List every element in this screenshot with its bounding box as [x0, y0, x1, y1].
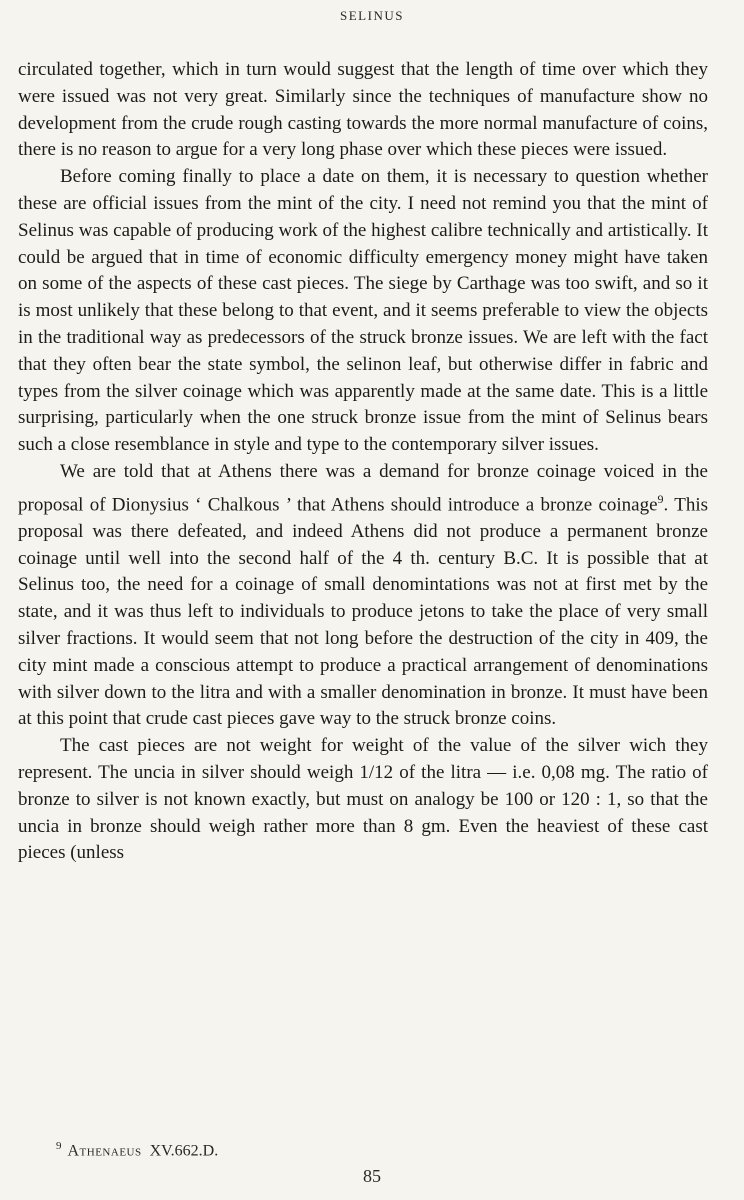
- footnote: [56, 1136, 218, 1161]
- footnote-marker: 9: [56, 1140, 62, 1152]
- paragraph-2: Before coming finally to place a date on them, it is necessary to question whether these are official issues from the mint of the city. I need not remind you that the mint of Selinus was capable of producing work of the highest calibre technically and artistically. It could be argued that in time of economic difficulty emergency money might have taken on some of the aspects of these cast pieces. The siege by Carthage was too swift, and so it is most unlikely that these belong to that event, and it seems preferable to view the objects in the traditional way as predecessors of the struck bronze issues. We are left with the fact that they often bear the state symbol, the selinon leaf, but otherwise differ in fabric and types from the silver coinage which was apparently made at the same date. This is a little surprising, particularly when the one struck bronze issue from the mint of Selinus bears such a close resemblance in style and type to the contemporary silver issues.: [18, 166, 708, 456]
- paragraph-1: circulated together, which in turn would suggest that the length of time over which they were issued was not very great. Similarly since the techniques of manufacture show no development from the crude rough casting towards the more normal manufacture of coins, there is no reason to argue for a very long phase over which these pieces were issued.: [18, 59, 708, 161]
- paragraph-3-part-2: . This proposal was there defeated, and indeed Athens did not produce a permanent bronze coinage until well into the second half of the 4 th. century B.C. It is possible that at Selinus too, the need for a coinage of small denomintations was not at first met by the state, and it was thus left to individuals to produce jetons to take the place of very small silver fractions. It would seem that not long before the destruction of the city in 409, the city mint made a conscious attempt to produce a practical arrangement of denominations with silver down to the litra and with a smaller denomination in bronze. It must have been at this point that crude cast pieces gave way to the struck bronze coins.: [18, 494, 709, 730]
- paragraph-3: [18, 459, 708, 733]
- page-number: 85: [363, 1166, 381, 1186]
- running-head-title: SELINUS: [340, 8, 404, 23]
- body-text: [18, 57, 708, 867]
- paragraph-3-part-1: We are told that at Athens there was a demand for bronze coinage voiced in the proposal of Dionysius ‘ Chalkous ’ that Athens should introduce a bronze coinage: [18, 460, 708, 516]
- paragraph-4: The cast pieces are not weight for weight of the value of the silver wich they represent. The uncia in silver should weigh 1/12 of the litra — i.e. 0,08 mg. The ratio of bronze to silver is not known exactly, but must on analogy be 100 or 120 : 1, so that the uncia in bronze should weigh rather more than 8 gm. Even the heaviest of these cast pieces (unless: [18, 735, 708, 864]
- footnote-author: Athenaeus: [67, 1142, 142, 1160]
- footnote-citation: XV.662.D.: [149, 1142, 219, 1160]
- footnote-reference: 9: [657, 491, 664, 506]
